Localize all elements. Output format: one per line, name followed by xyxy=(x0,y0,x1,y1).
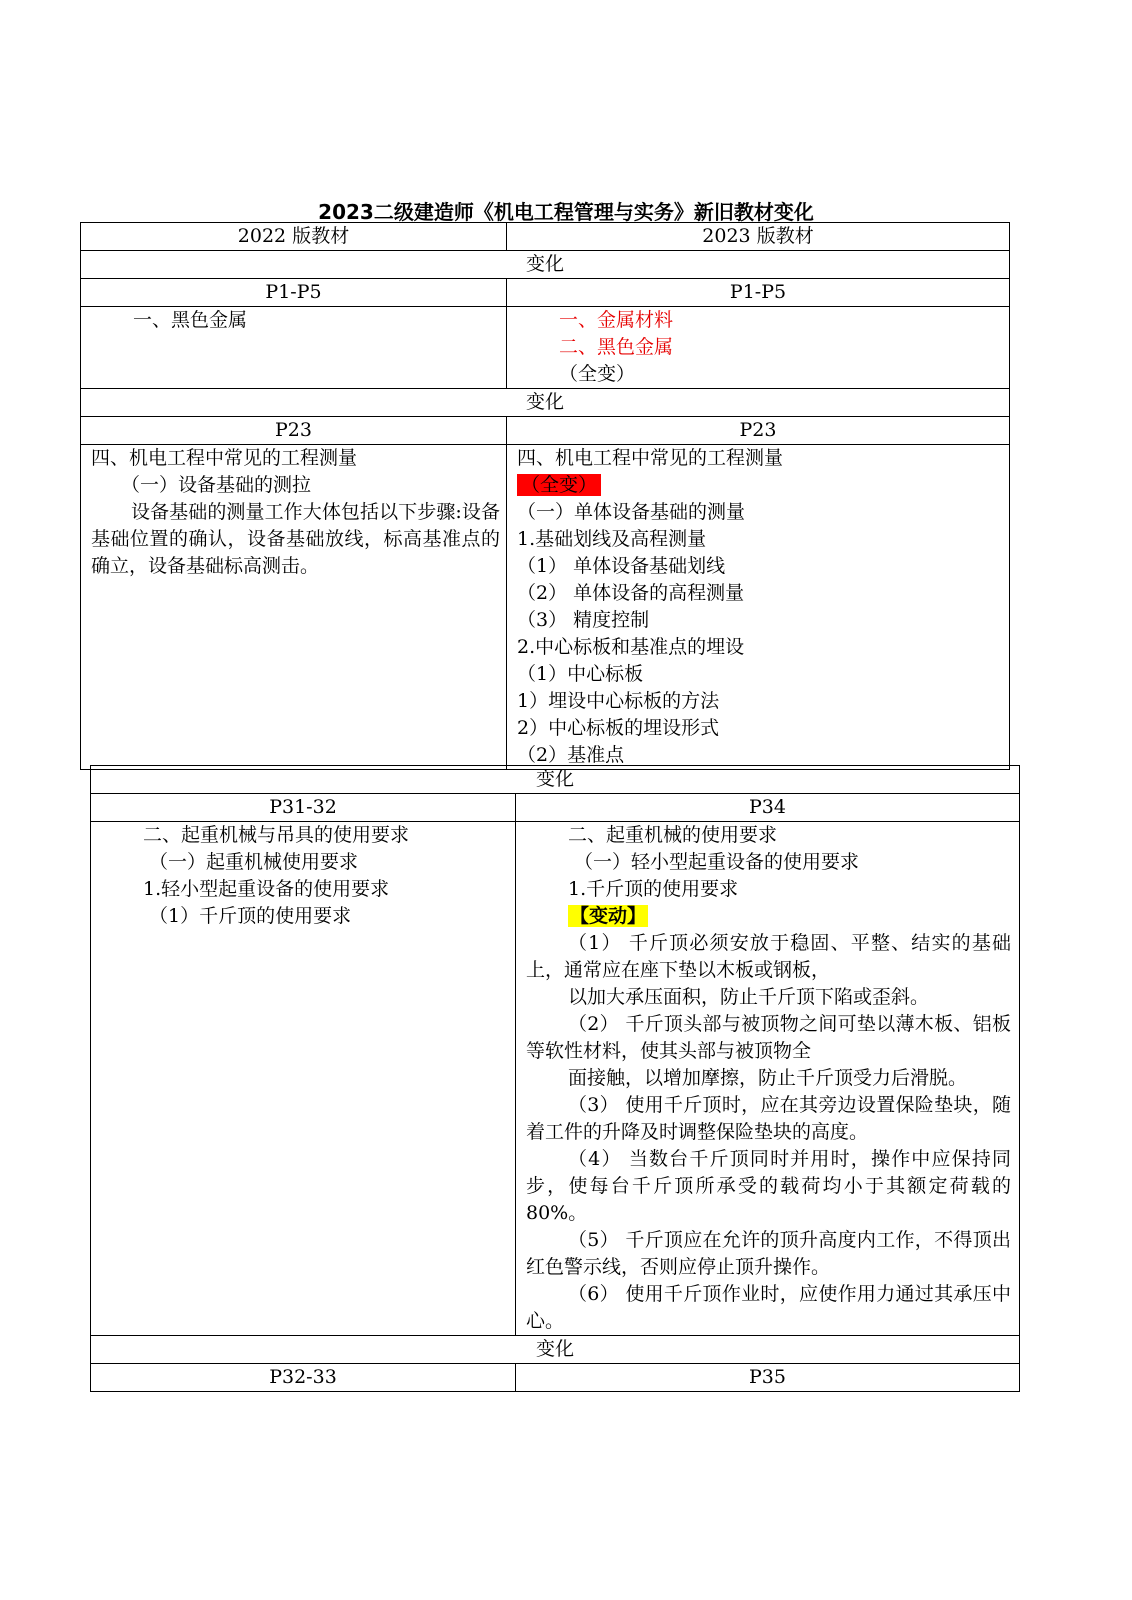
text-paragraph: （4） 当数台千斤顶同时并用时，操作中应保持同步，使每台千斤顶所承受的载荷均小于其额定荷载的80%。 xyxy=(526,1148,1012,1224)
text-line: 四、机电工程中常见的工程测量 xyxy=(91,447,358,469)
text-paragraph: （5） 千斤顶应在允许的顶升高度内工作，不得顶出红色警示线，否则应停止顶升操作。 xyxy=(526,1229,1012,1278)
change-badge-full: （全变） xyxy=(517,474,601,496)
change-row: 变化 xyxy=(91,766,1020,794)
change-row: 变化 xyxy=(81,251,1010,279)
new-content-cell xyxy=(507,445,1010,770)
text-line: （2） 单体设备的高程测量 xyxy=(517,582,745,604)
text-line: 二、黑色金属 xyxy=(559,336,674,358)
old-content-cell xyxy=(91,822,516,1336)
text-line: 2）中心标板的埋设形式 xyxy=(517,717,720,739)
text-line: （一）轻小型起重设备的使用要求 xyxy=(574,851,860,873)
new-page-ref: P35 xyxy=(516,1364,1020,1392)
new-page-ref: P34 xyxy=(516,794,1020,822)
text-line: 1.轻小型起重设备的使用要求 xyxy=(143,878,390,900)
text-line: （全变） xyxy=(559,363,636,385)
text-line: 二、起重机械的使用要求 xyxy=(568,824,778,846)
new-page-ref: P23 xyxy=(507,417,1010,445)
text-paragraph: （2） 千斤顶头部与被顶物之间可垫以薄木板、铝板等软性材料，使其头部与被顶物全 xyxy=(526,1013,1012,1062)
text-line: （一）设备基础的测拉 xyxy=(121,474,312,496)
text-line: 面接触，以增加摩擦，防止千斤顶受力后滑脱。 xyxy=(568,1067,968,1089)
change-row: 变化 xyxy=(91,1336,1020,1364)
text-line: 1.基础划线及高程测量 xyxy=(517,528,707,550)
old-page-ref: P32-33 xyxy=(91,1364,516,1392)
change-badge-modified: 【变动】 xyxy=(570,905,647,927)
text-line: （一）单体设备基础的测量 xyxy=(517,501,746,523)
document-title: 2023二级建造师《机电工程管理与实务》新旧教材变化 xyxy=(318,200,814,224)
text-line: 二、起重机械与吊具的使用要求 xyxy=(143,824,410,846)
comparison-table-2 xyxy=(90,765,1020,1392)
text-line: （1）中心标板 xyxy=(517,663,644,685)
text-line: 1）埋设中心标板的方法 xyxy=(517,690,720,712)
text-line: 一、黑色金属 xyxy=(133,309,248,331)
text-line: （2）基准点 xyxy=(517,744,625,766)
change-row: 变化 xyxy=(81,389,1010,417)
text-paragraph: （1） 千斤顶必须安放于稳固、平整、结实的基础上，通常应在座下垫以木板或钢板， xyxy=(526,932,1012,981)
text-paragraph: 设备基础的测量工作大体包括以下步骤:设备基础位置的确认，设备基础放线，标高基准点的确立，设备基础标高测击。 xyxy=(91,501,500,577)
header-new-edition: 2023 版教材 xyxy=(507,223,1010,251)
new-page-ref: P1-P5 xyxy=(507,279,1010,307)
text-line: （3） 精度控制 xyxy=(517,609,650,631)
old-page-ref: P1-P5 xyxy=(81,279,507,307)
new-content-cell xyxy=(507,307,1010,389)
text-line: 1.千斤顶的使用要求 xyxy=(568,878,739,900)
text-line: 2.中心标板和基准点的埋设 xyxy=(517,636,745,658)
old-content-cell xyxy=(81,445,507,770)
comparison-table-1 xyxy=(80,222,1010,770)
text-line: （1） 单体设备基础划线 xyxy=(517,555,726,577)
text-line: 一、金属材料 xyxy=(559,309,674,331)
text-line: 四、机电工程中常见的工程测量 xyxy=(517,447,784,469)
old-page-ref: P31-32 xyxy=(91,794,516,822)
text-paragraph: （6） 使用千斤顶作业时，应使作用力通过其承压中心。 xyxy=(526,1283,1012,1332)
text-paragraph: （3） 使用千斤顶时，应在其旁边设置保险垫块，随着工件的升降及时调整保险垫块的高度。 xyxy=(526,1094,1012,1143)
new-content-cell xyxy=(516,822,1020,1336)
old-page-ref: P23 xyxy=(81,417,507,445)
header-old-edition: 2022 版教材 xyxy=(81,223,507,251)
text-line: 以加大承压面积，防止千斤顶下陷或歪斜。 xyxy=(568,986,930,1008)
text-line: （一）起重机械使用要求 xyxy=(149,851,359,873)
text-line: （1）千斤顶的使用要求 xyxy=(149,905,352,927)
old-content-cell xyxy=(81,307,507,389)
